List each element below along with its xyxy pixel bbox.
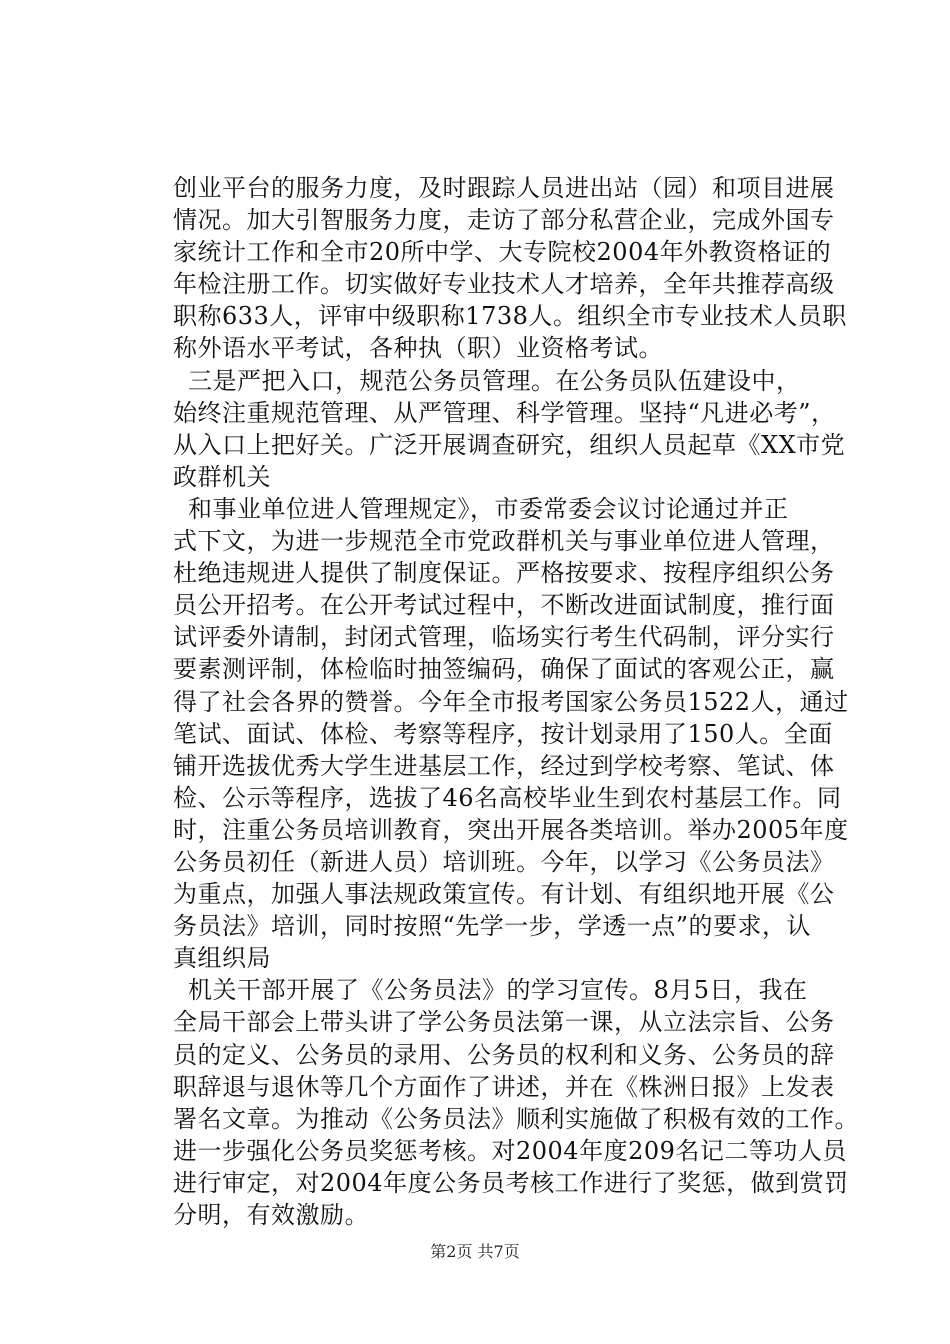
text-line: 得了社会各界的赞誉。今年全市报考国家公务员1522人，通过: [173, 687, 849, 716]
text-line: 从入口上把好关。广泛开展调查研究，组织人员起草《XX市党: [173, 430, 846, 459]
text-line: 笔试、面试、体检、考察等程序，按计划录用了150人。全面: [173, 719, 833, 748]
text-line: 始终注重规范管理、从严管理、科学管理。坚持“凡进必考”，: [173, 398, 836, 427]
text-line: 时，注重公务员培训教育，突出开展各类培训。举办2005年度: [173, 815, 849, 844]
text-line: 进行审定，对2004年度公务员考核工作进行了奖惩，做到赏罚: [173, 1168, 849, 1197]
text-line: 真组织局: [173, 944, 271, 973]
text-line: 为重点，加强人事法规政策宣传。有计划、有组织地开展《公: [173, 880, 835, 909]
text-line: 铺开选拔优秀大学生进基层工作，经过到学校考察、笔试、体: [173, 751, 835, 780]
body-text: [173, 172, 859, 1231]
text-line: 职称633人，评审中级职称1738人。组织全市专业技术人员职: [173, 302, 847, 331]
text-line: 署名文章。为推动《公务员法》顺利实施做了积极有效的工作。: [173, 1104, 859, 1133]
text-line: 进一步强化公务员奖惩考核。对2004年度209名记二等功人员: [173, 1136, 847, 1165]
text-line: 公务员初任（新进人员）培训班。今年，以学习《公务员法》: [173, 847, 835, 876]
text-line: 要素测评制，体检临时抽签编码，确保了面试的客观公正，赢: [173, 655, 835, 684]
text-line: 检、公示等程序，选拔了46名高校毕业生到农村基层工作。同: [173, 783, 842, 812]
text-line: 家统计工作和全市20所中学、大专院校2004年外教资格证的: [173, 238, 832, 267]
page-footer: 第2页 共7页: [430, 1242, 520, 1261]
paragraph-start-line: 机关干部开展了《公务员法》的学习宣传。8月5日，我在: [188, 976, 808, 1005]
paragraph-start-line: 和事业单位进人管理规定》，市委常委会议讨论通过并正: [188, 494, 789, 523]
text-line: 杜绝违规进人提供了制度保证。严格按要求、按程序组织公务: [173, 559, 835, 588]
paragraph-start-line: 三是严把入口，规范公务员管理。在公务员队伍建设中，: [188, 366, 801, 395]
text-line: 情况。加大引智服务力度，走访了部分私营企业，完成外国专: [173, 206, 835, 235]
text-line: 全局干部会上带头讲了学公务员法第一课，从立法宗旨、公务: [173, 1008, 835, 1037]
text-line: 职辞退与退休等几个方面作了讲述，并在《株洲日报》上发表: [173, 1072, 835, 1101]
text-line: 政群机关: [173, 462, 271, 491]
text-line: 分明，有效激励。: [173, 1201, 369, 1229]
text-line: 创业平台的服务力度，及时跟踪人员进出站（园）和项目进展: [173, 174, 835, 202]
text-line: 年检注册工作。切实做好专业技术人才培养，全年共推荐高级: [173, 270, 835, 299]
text-line: 称外语水平考试，各种执（职）业资格考试。: [173, 334, 663, 363]
text-line: 式下文，为进一步规范全市党政群机关与事业单位进人管理，: [173, 527, 835, 556]
text-line: 员公开招考。在公开考试过程中，不断改进面试制度，推行面: [173, 591, 835, 620]
text-line: 员的定义、公务员的录用、公务员的权利和义务、公务员的辞: [173, 1040, 835, 1069]
text-line: 试评委外请制，封闭式管理，临场实行考生代码制，评分实行: [173, 623, 835, 652]
text-line: 务员法》培训，同时按照“先学一步，学透一点”的要求，认: [173, 912, 812, 941]
